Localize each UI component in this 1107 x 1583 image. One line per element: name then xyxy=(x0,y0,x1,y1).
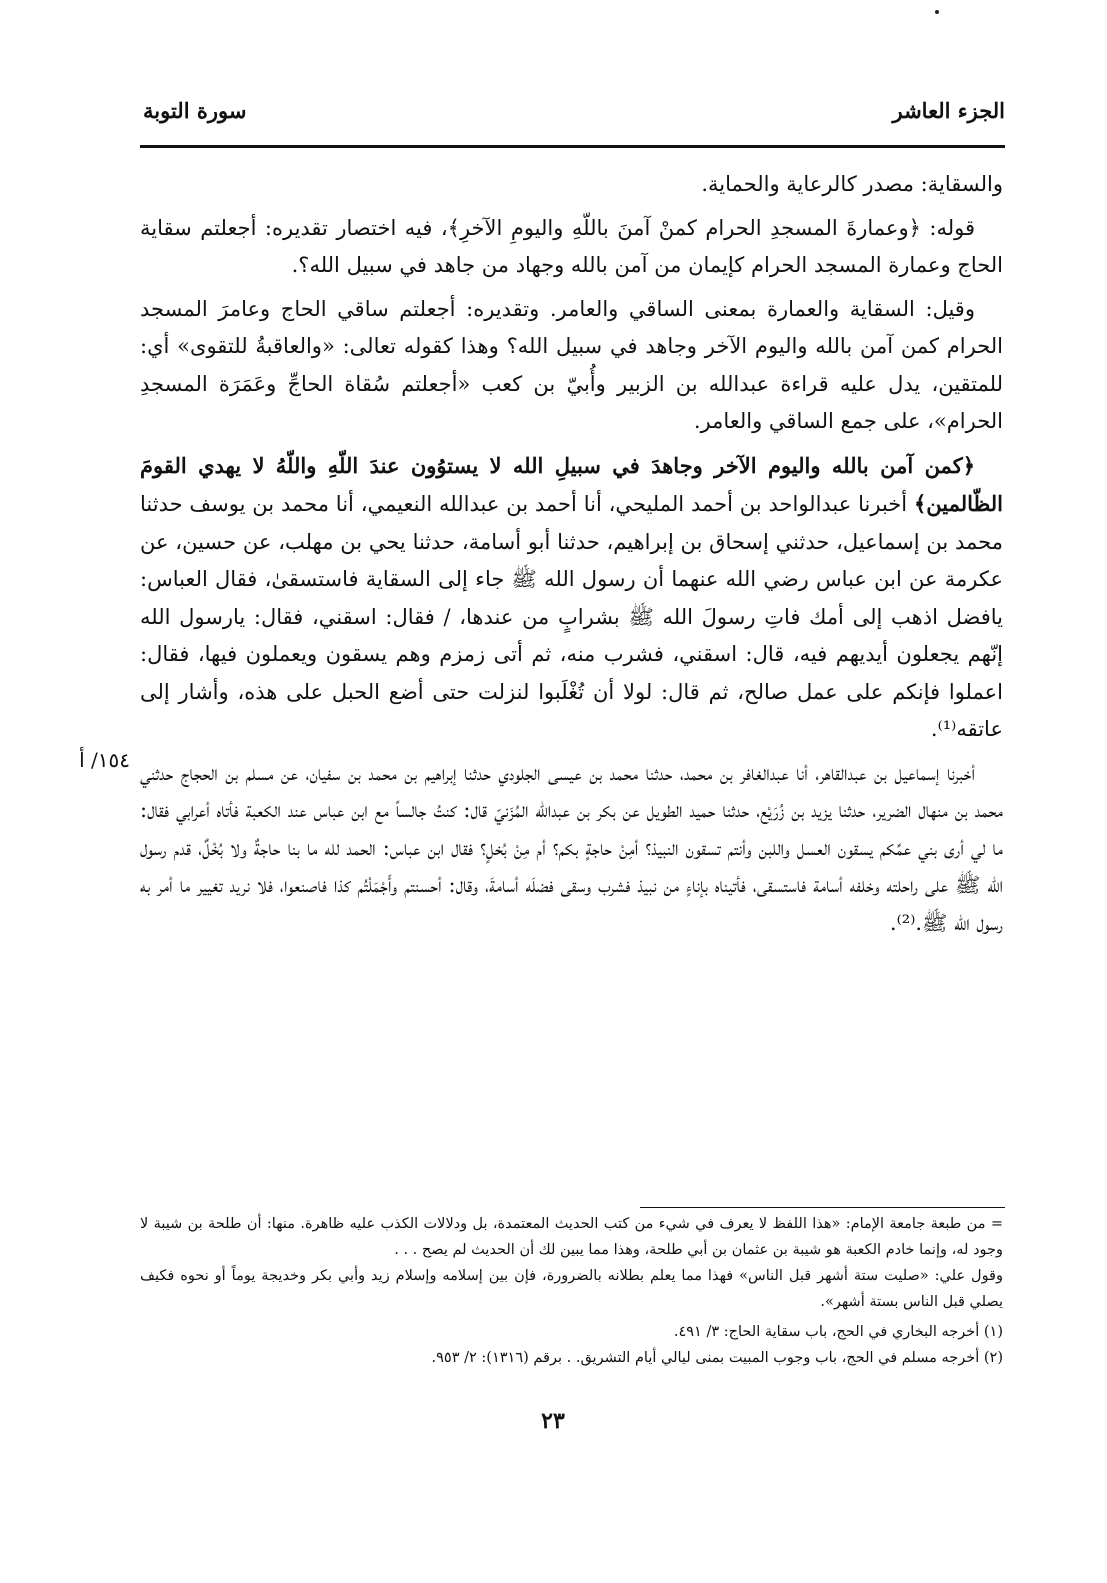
manuscript-folio-note: ١٥٤/ أ xyxy=(79,748,130,772)
scan-speck xyxy=(935,10,939,14)
footnote-rule xyxy=(640,1207,1005,1208)
footnotes xyxy=(140,1211,1003,1371)
part-title: الجزء العاشر xyxy=(892,98,1005,123)
footnote-continuation: وقول علي: «صليت ستة أشهر قبل الناس» فهذا مما يعلم بطلانه بالضرورة، فإن بين إسلامه وإسلام زيد وأبي بكر وخديجة يوماً أو نحوه فكيف يصلي قبل الناس بستة أشهر». xyxy=(140,1268,1003,1310)
paragraph-5 xyxy=(140,755,1003,943)
footnote-2: (٢) أخرجه مسلم في الحج، باب وجوب المبيت بمنى ليالي أيام التشريق. . برقم (١٣١٦): ٢/ ٩٥٣. xyxy=(431,1350,1003,1366)
paragraph-text: أخبرنا إسماعيل بن عبدالقاهر، أنا عبدالغافر بن محمد، حدثنا محمد بن عيسى الجلودي حدثنا إبراهيم بن محمد بن سفيان، عن مسلم بن الحجاج حدثني محمد بن منهال الضرير، حدثنا يزيد بن زُرَيْع، حدثنا حميد الطويل عن بكر بن عبدالله المُزَنيّ قال: كنتُ جالساً مع ابن عباس عند الكعبة فأتاه أعرابي فقال: ما لي أرى بني عمِّكم يسقون العسل واللبن وأنتم تسقون النبيذ؟ أمِنْ حاجةٍ بكم؟ أم مِنْ بُخلٍ؟ فقال ابن عباس: الحمد لله ما بنا حاجةٌ ولا بُخْلٌ، قدم رسول الله ﷺ على راحلته وخلفه أسامة فاستسقى، فأتيناه بإناءٍ من نبيذ فشرب وسقى فضلَه أسامةَ، وقال: أحسنتم وأَجْمَلْتُم كذا فاصنعوا، فلا نريد تغيير ما أمر به رسول الله ﷺ.⁽²⁾. xyxy=(140,760,1003,935)
footnote-continuation: = من طبعة جامعة الإمام: «هذا اللفظ لا يعرف في شيء من كتب الحديث المعتمدة، بل ودلالات الكذب عليه ظاهرة. منها: أن طلحة بن شيبة لا وجود له، وإنما خادم الكعبة هو شيبة بن عثمان بن أبي طلحة، وهذا مما يبين لك أن الحديث لم يصح . . . xyxy=(140,1216,1003,1258)
running-header xyxy=(143,98,1005,146)
paragraph-text: أخبرنا عبدالواحد بن أحمد المليحي، أنا أحمد بن عبدالله النعيمي، أنا محمد بن يوسف حدثنا محمد بن إسماعيل، حدثني إسحاق بن إبراهيم، حدثنا أبو أسامة، حدثنا يحي بن مهلب، عن حسين، عن عكرمة عن ابن عباس رضي الله عنهما أن رسول الله ﷺ جاء إلى السقاية فاستسقىٰ، فقال العباس: يافضل اذهب إلى أمك فاتِ رسولَ الله ﷺ بشرابٍ من عندها، / فقال: اسقني، فقال: يارسول الله إنّهم يجعلون أيديهم فيه، قال: اسقني، فشرب منه، ثم أتى زمزم وهم يسقون ويعملون فيها، فقال: اعملوا فإنكم على عمل صالح، ثم قال: لولا أن تُغْلَبوا لنزلت حتى أضع الحبل على هذه، وأشار إلى عاتقه⁽¹⁾. xyxy=(140,492,1003,741)
paragraph-4 xyxy=(140,447,1003,749)
paragraph-text: وقيل: السقاية والعمارة بمعنى الساقي والعامر. وتقديره: أجعلتم ساقي الحاج وعامرَ المسجد الحرام كمن آمن بالله واليوم الآخر وجاهد في سبيل الله؟ وهذا كقوله تعالى: «والعاقبةُ للتقوى» أي: للمتقين، يدل عليه قراءة عبدالله بن الزبير وأُبيّ بن كعب «أجعلتم سُقاة الحاجِّ وعَمَرَة المسجدِ الحرام»، على جمع الساقي والعامر. xyxy=(140,296,1003,433)
main-text xyxy=(140,166,1003,948)
paragraph-1 xyxy=(140,166,1003,204)
paragraph-2 xyxy=(140,210,1003,285)
page-number: ٢٣ xyxy=(541,1408,565,1434)
header-rule xyxy=(140,145,1005,148)
quran-verse: ﴿كمن آمن بالله واليوم الآخر وجاهدَ في سبيلِ الله لا يستوُون عندَ اللّهِ واللّهُ لا يهدي القومَ الظّالمين﴾ xyxy=(140,452,1003,516)
paragraph-text: قوله: ﴿وعمارةَ المسجدِ الحرام كمنْ آمنَ باللّهِ واليومِ الآخرِ﴾، فيه اختصار تقديره: أجعلتم سقاية الحاج وعمارة المسجد الحرام كإيمان من آمن بالله وجهاد من جاهد في سبيل الله؟. xyxy=(140,215,1003,277)
paragraph-3 xyxy=(140,291,1003,441)
paragraph-text: والسقاية: مصدر كالرعاية والحماية. xyxy=(701,172,1003,196)
footnote-1: (١) أخرجه البخاري في الحج، باب سقاية الحاج: ٣/ ٤٩١. xyxy=(673,1324,1003,1340)
surah-title: سورة التوبة xyxy=(143,98,247,123)
